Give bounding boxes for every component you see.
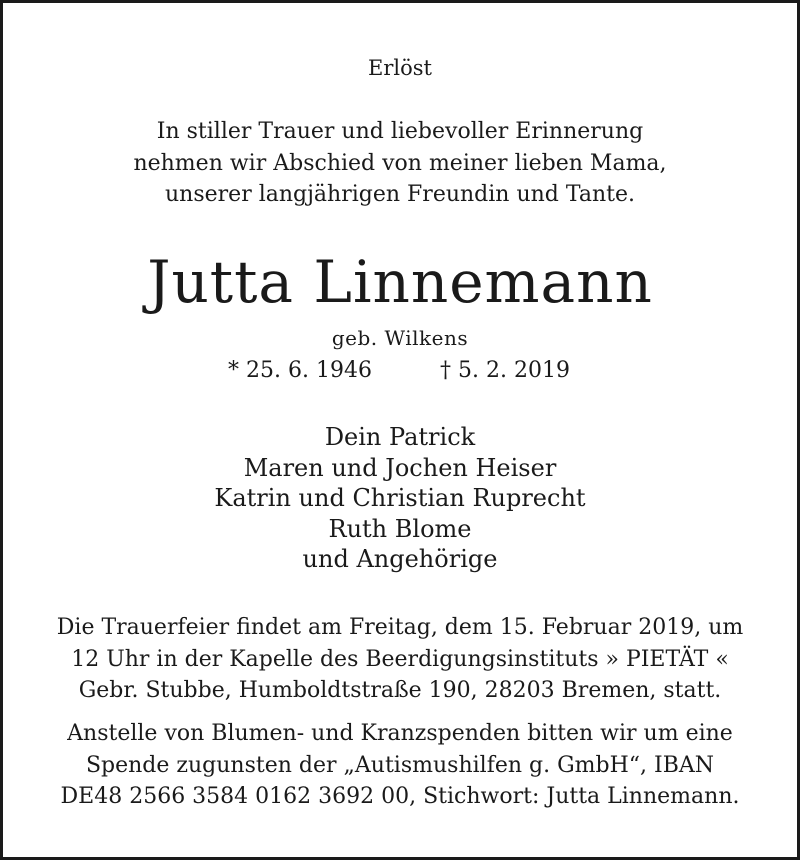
funeral-line: Gebr. Stubbe, Humboldtstraße 190, 28203 Bremen, statt.	[78, 678, 722, 703]
notice-header: Erlöst	[368, 56, 432, 80]
donation-line: Anstelle von Blumen- und Kranzspenden bitten wir um eine	[67, 721, 733, 746]
maiden-name: geb. Wilkens	[331, 326, 469, 350]
donation-info	[0, 718, 800, 813]
death-date: † 5. 2. 2019	[440, 358, 570, 383]
mourner-line: Ruth Blome	[328, 514, 472, 543]
intro-line: unserer langjährigen Freundin und Tante.	[165, 182, 635, 207]
mourner-line: Dein Patrick	[324, 423, 476, 451]
funeral-info	[0, 612, 800, 707]
birth-date: * 25. 6. 1946	[228, 358, 372, 383]
mourner-line: Maren und Jochen Heiser	[243, 453, 557, 482]
mourner-line: und Angehörige	[302, 545, 498, 573]
donation-line: DE48 2566 3584 0162 3692 00, Stichwort: Jutta Linnemann.	[60, 784, 740, 809]
intro-line: In stiller Trauer und liebevoller Erinnerung	[156, 119, 644, 144]
mourner-line: Katrin und Christian Ruprecht	[214, 484, 586, 512]
funeral-line: 12 Uhr in der Kapelle des Beerdigungsinstituts » PIETÄT «	[71, 646, 729, 672]
donation-line: Spende zugunsten der „Autismushilfen g. GmbH“, IBAN	[85, 752, 715, 778]
intro-text	[0, 116, 800, 211]
funeral-line: Die Trauerfeier findet am Freitag, dem 15. Februar 2019, um	[56, 615, 744, 640]
intro-line: nehmen wir Abschied von meiner lieben Mama,	[133, 150, 667, 176]
mourners-list	[0, 422, 800, 575]
deceased-name: Jutta Linnemann	[147, 248, 653, 316]
